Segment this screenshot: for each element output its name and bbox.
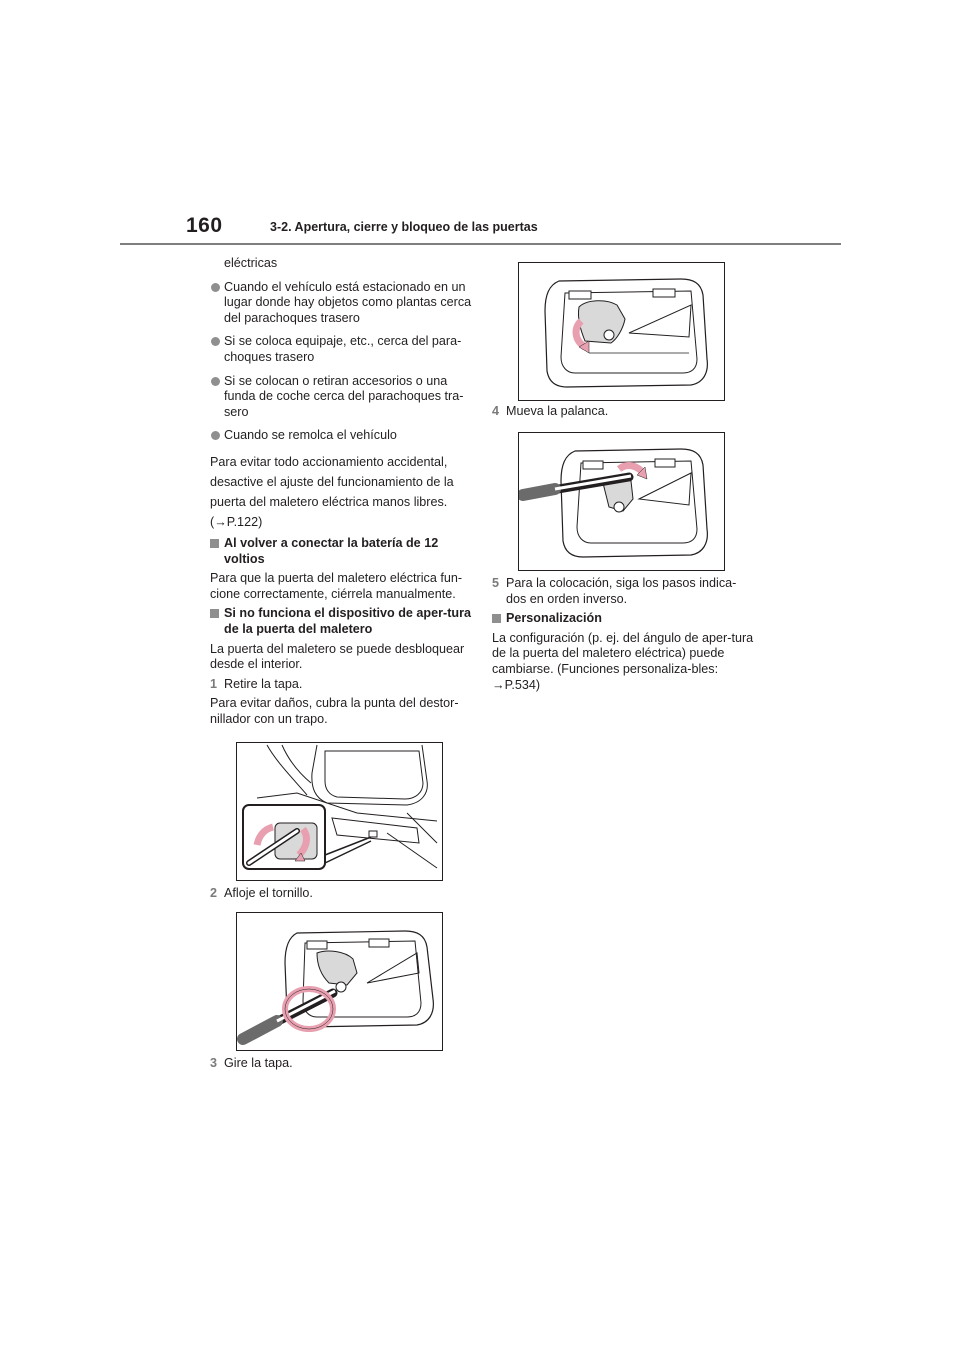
figure-turn-cover [518,262,725,401]
heading-customization: Personalización [492,611,754,627]
bullet-dot-icon [211,377,220,386]
heading-battery: Al volver a conectar la batería de 12 voltios [210,536,472,567]
step-2-block [210,886,472,902]
paragraph-unlock: La puerta del maletero se puede desbloquear desde el interior. [210,641,465,672]
bullet-item: Si se colocan o retiran accesorios o una funda de coche cerca del parachoques tra-sero [210,374,472,421]
step-1-note: Para evitar daños, cubra la punta del destor-nillador con un trapo. [210,696,459,726]
left-column-top [210,256,472,727]
heading-malfunction: Si no funciona el dispositivo de aper-tura de la puerta del maletero [210,606,472,637]
bullet-dot-icon [211,337,220,346]
step-2: 2 Afloje el tornillo. [210,886,313,900]
bullet-item: Cuando el vehículo está estacionado en un lugar donde hay objetos como plantas cerca del parachoques trasero [210,280,472,327]
heading-square-icon [210,539,219,548]
bullet-dot-icon [211,283,220,292]
figure-loosen-screw [236,912,443,1051]
figure-remove-cover [236,742,443,881]
step-1: 1 Retire la tapa. [210,676,303,691]
section-title: 3-2. Apertura, cierre y bloqueo de las puertas [270,220,538,234]
loosen-screw-illustration [237,913,442,1050]
heading-square-icon [492,614,501,623]
bullet-dot-icon [211,431,220,440]
heading-square-icon [210,609,219,618]
remove-cover-illustration [237,743,442,880]
step-4-block [492,404,754,420]
header-rule [120,243,841,245]
continuation-text: eléctricas [224,256,278,270]
step-3-block [210,1056,472,1072]
page-number: 160 [186,214,223,237]
figure-move-lever [518,432,725,571]
turn-cover-illustration [519,263,724,400]
step-4: 4 Mueva la palanca. [492,404,609,418]
right-column-bottom [492,576,754,693]
bullet-item: Si se coloca equipaje, etc., cerca del para-choques trasero [210,334,472,365]
paragraph-accidental: Para evitar todo accionamiento accidental, desactive el ajuste del funcionamiento de la puerta del maletero eléctrica manos libres. (→P.122) [210,454,454,529]
step-3: 3 Gire la tapa. [210,1056,293,1070]
paragraph-customization: La configuración (p. ej. del ángulo de aper-tura de la puerta del maletero eléctrica) puede cambiarse. (Funciones personaliza-bles: →P.534) [492,630,754,692]
step-5: 5 Para la colocación, siga los pasos indica-dos en orden inverso. [492,576,737,606]
move-lever-illustration [519,433,724,570]
paragraph-battery: Para que la puerta del maletero eléctrica fun-cione correctamente, ciérrela manualmente. [210,571,463,601]
bullet-item: Cuando se remolca el vehículo [210,428,472,444]
